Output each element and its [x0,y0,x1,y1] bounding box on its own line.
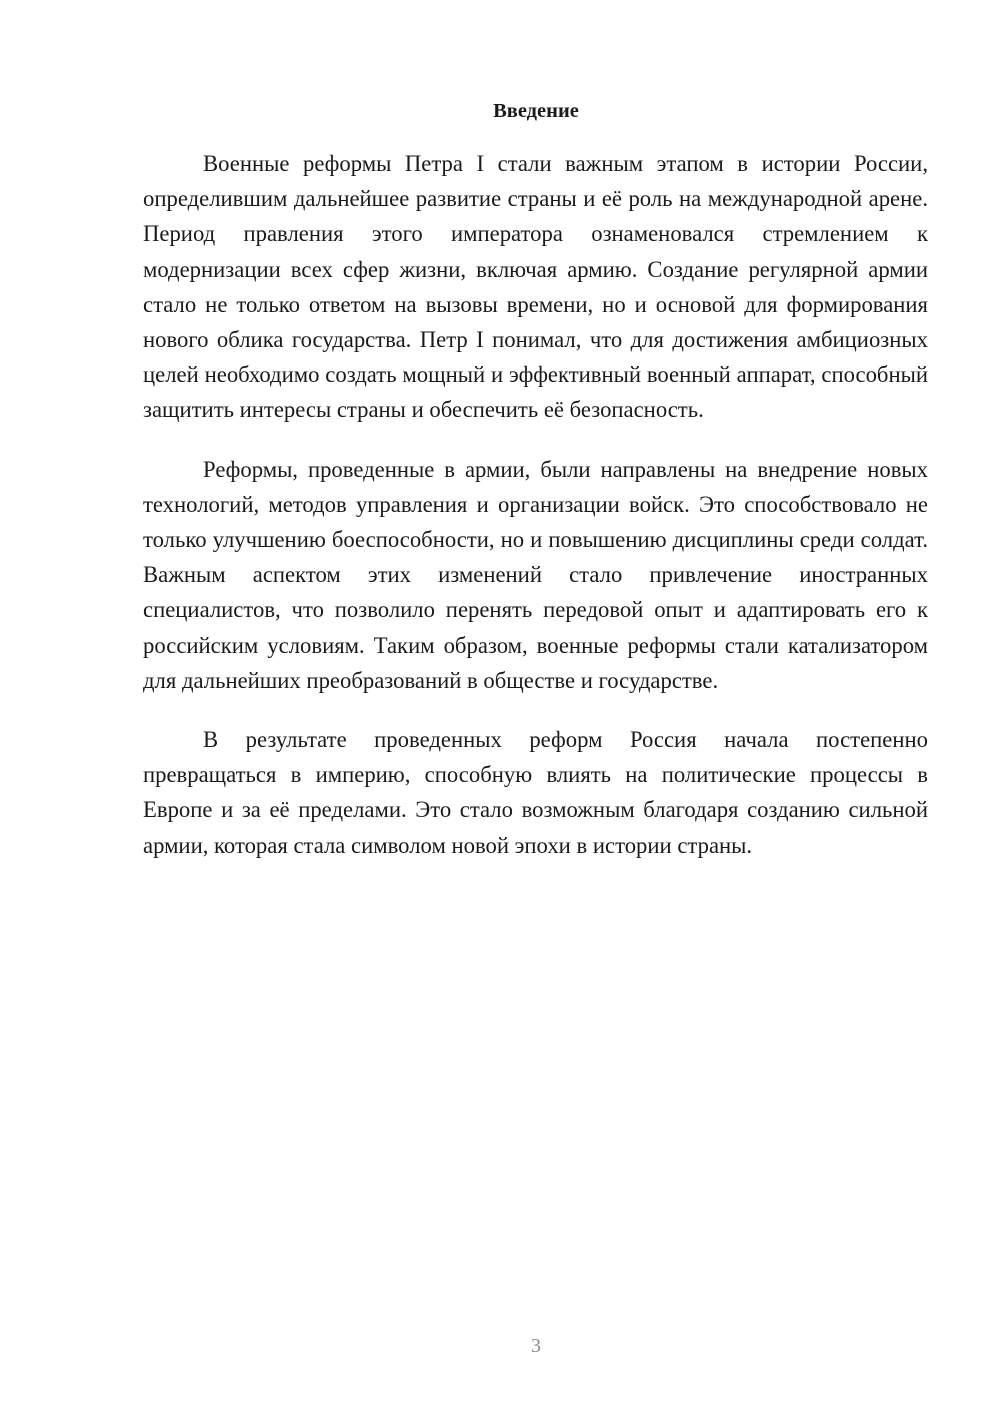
paragraph-2: Реформы, проведенные в армии, были направлены на внедрение новых технологий, методов управления и организации войск. Это способствовало не только улучшению боеспособности, но и повышению дисциплины среди солдат. Важным аспектом этих изменений стало привлечение иностранных специалистов, что позволило перенять передовой опыт и адаптировать его к российским условиям. Таким образом, военные реформы стали катализатором для дальнейших преобразований в обществе и государстве. [143,456,928,693]
section-heading: Введение [493,100,579,122]
page-number: 3 [531,1335,541,1357]
paragraph-1: Военные реформы Петра I стали важным этапом в истории России, определившим дальнейшее развитие страны и её роль на международной арене. Период правления этого императора ознаменовался стремлением к модернизации всех сфер жизни, включая армию. Создание регулярной армии стало не только ответом на вызовы времени, но и основой для формирования нового облика государства. Петр I понимал, что для достижения амбициозных целей необходимо создать мощный и эффективный военный аппарат, способный защитить интересы страны и обеспечить её безопасность. [143,151,928,423]
paragraph-3: В результате проведенных реформ Россия начала постепенно превращаться в империю, способную влиять на политические процессы в Европе и за её пределами. Это стало возможным благодаря созданию сильной армии, которая стала символом новой эпохи в истории страны. [143,727,928,858]
body-text [143,146,928,887]
